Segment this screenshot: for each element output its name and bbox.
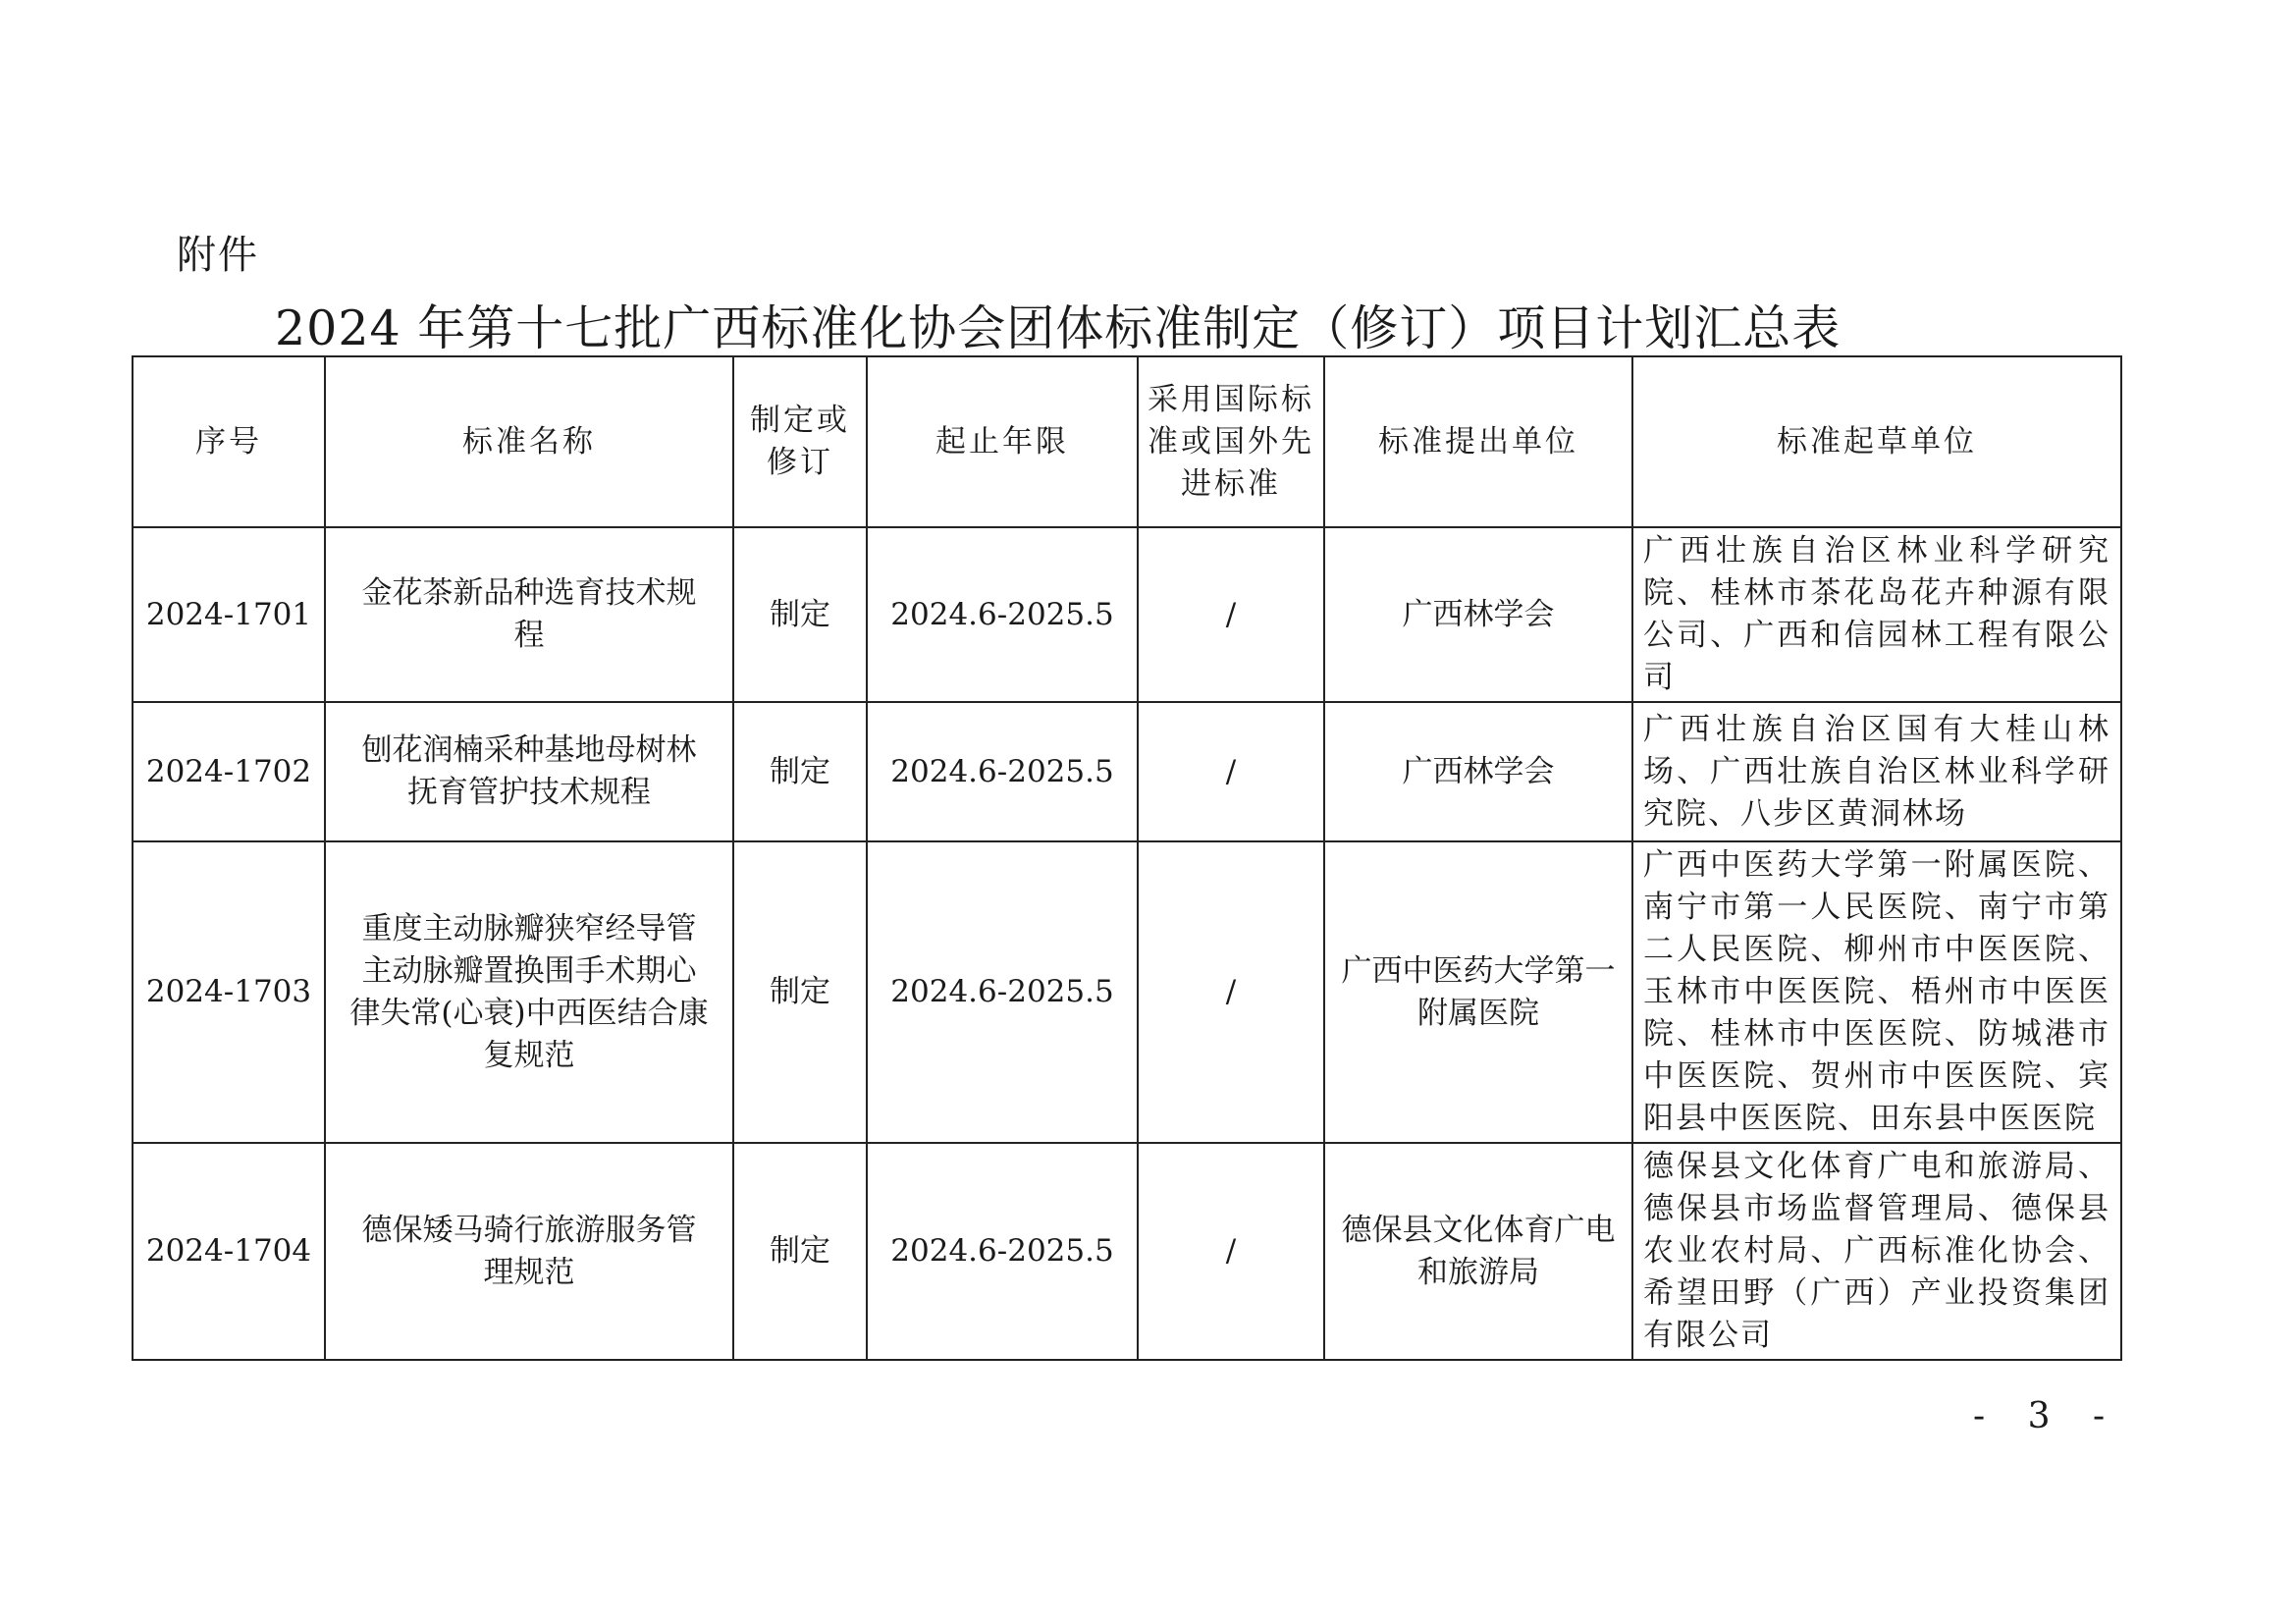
cell-adopt: / bbox=[1138, 702, 1324, 841]
cell-serial: 2024-1704 bbox=[133, 1143, 325, 1360]
cell-period: 2024.6-2025.5 bbox=[867, 1143, 1138, 1360]
standards-plan-table bbox=[132, 355, 2122, 1361]
cell-serial: 2024-1701 bbox=[133, 527, 325, 702]
cell-adopt: / bbox=[1138, 1143, 1324, 1360]
table-row bbox=[133, 1143, 2121, 1360]
cell-type: 制定 bbox=[733, 527, 867, 702]
cell-proposer: 广西林学会 bbox=[1324, 527, 1632, 702]
cell-drafters: 德保县文化体育广电和旅游局、德保县市场监督管理局、德保县农业农村局、广西标准化协会、希望田野（广西）产业投资集团有限公司 bbox=[1632, 1143, 2121, 1360]
cell-drafters: 广西壮族自治区国有大桂山林场、广西壮族自治区林业科学研究院、八步区黄洞林场 bbox=[1632, 702, 2121, 841]
table-header-row bbox=[133, 356, 2121, 527]
cell-period: 2024.6-2025.5 bbox=[867, 702, 1138, 841]
cell-adopt: / bbox=[1138, 527, 1324, 702]
cell-drafters: 广西中医药大学第一附属医院、南宁市第一人民医院、南宁市第二人民医院、柳州市中医医院、玉林市中医医院、梧州市中医医院、桂林市中医医院、防城港市中医医院、贺州市中医医院、宾阳县中医医院、田东县中医医院 bbox=[1632, 841, 2121, 1143]
column-header-adopt-international: 采用国际标准或国外先进标准 bbox=[1138, 356, 1324, 527]
column-header-proposer: 标准提出单位 bbox=[1324, 356, 1632, 527]
column-header-serial: 序号 bbox=[133, 356, 325, 527]
column-header-type: 制定或修订 bbox=[733, 356, 867, 527]
cell-period: 2024.6-2025.5 bbox=[867, 841, 1138, 1143]
attachment-label: 附件 bbox=[177, 233, 259, 278]
cell-standard-name: 刨花润楠采种基地母树林抚育管护技术规程 bbox=[325, 702, 733, 841]
table-row bbox=[133, 527, 2121, 702]
cell-type: 制定 bbox=[733, 1143, 867, 1360]
cell-period: 2024.6-2025.5 bbox=[867, 527, 1138, 702]
cell-type: 制定 bbox=[733, 841, 867, 1143]
cell-proposer: 广西中医药大学第一附属医院 bbox=[1324, 841, 1632, 1143]
cell-standard-name: 重度主动脉瓣狭窄经导管主动脉瓣置换围手术期心律失常(心衰)中西医结合康复规范 bbox=[325, 841, 733, 1143]
cell-proposer: 德保县文化体育广电和旅游局 bbox=[1324, 1143, 1632, 1360]
column-header-period: 起止年限 bbox=[867, 356, 1138, 527]
cell-type: 制定 bbox=[733, 702, 867, 841]
cell-adopt: / bbox=[1138, 841, 1324, 1143]
cell-drafters: 广西壮族自治区林业科学研究院、桂林市茶花岛花卉种源有限公司、广西和信园林工程有限公司 bbox=[1632, 527, 2121, 702]
cell-proposer: 广西林学会 bbox=[1324, 702, 1632, 841]
table-row bbox=[133, 841, 2121, 1143]
cell-serial: 2024-1702 bbox=[133, 702, 325, 841]
page-title: 2024 年第十七批广西标准化协会团体标准制定（修订）项目计划汇总表 bbox=[275, 300, 1842, 356]
column-header-drafters: 标准起草单位 bbox=[1632, 356, 2121, 527]
cell-serial: 2024-1703 bbox=[133, 841, 325, 1143]
column-header-standard-name: 标准名称 bbox=[325, 356, 733, 527]
cell-standard-name: 金花茶新品种选育技术规程 bbox=[325, 527, 733, 702]
cell-standard-name: 德保矮马骑行旅游服务管理规范 bbox=[325, 1143, 733, 1360]
table-row bbox=[133, 702, 2121, 841]
page-number: - 3 - bbox=[1973, 1396, 2121, 1436]
